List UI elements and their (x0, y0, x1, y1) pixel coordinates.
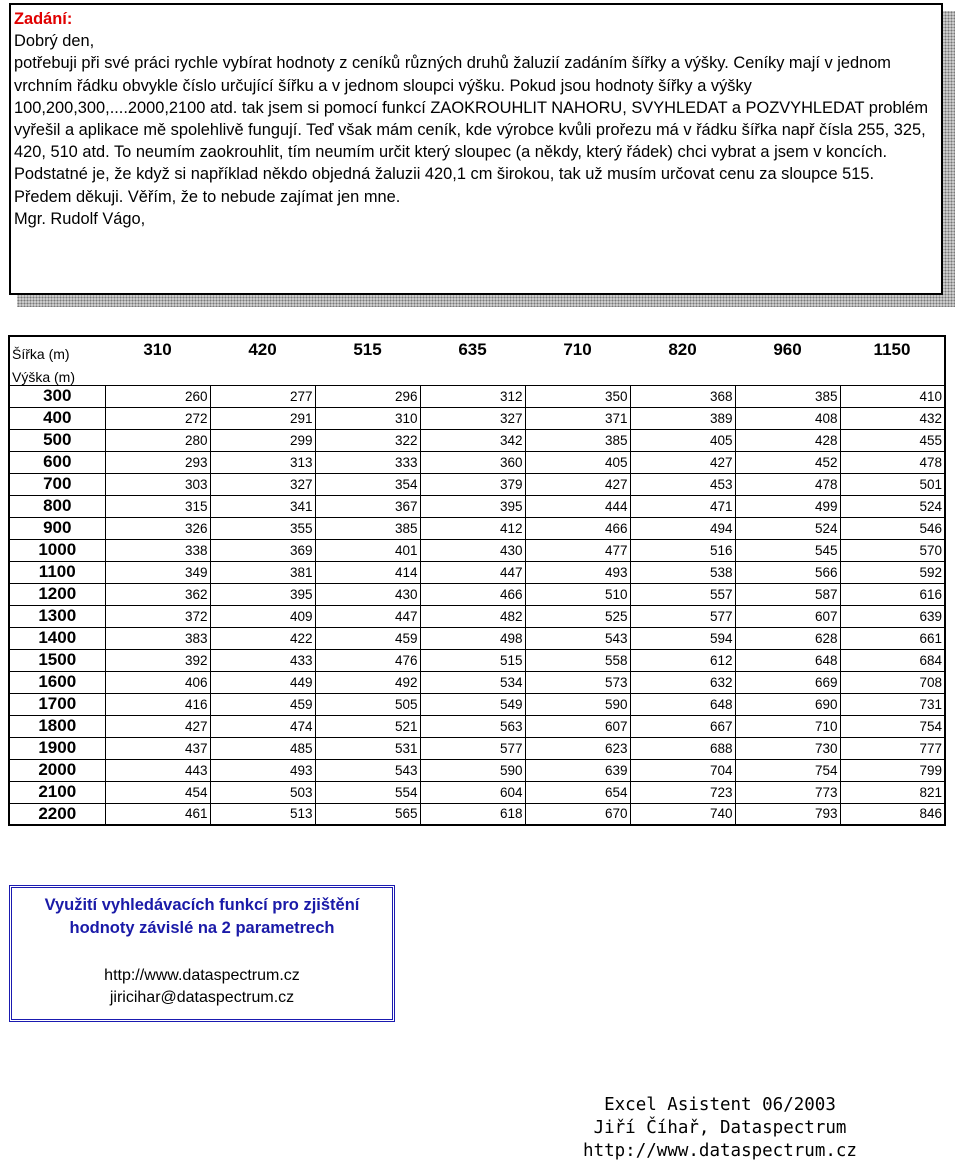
credits-edition: Excel Asistent 06/2003 (604, 1095, 836, 1115)
price-cell[interactable]: 604 (420, 781, 525, 803)
price-cell[interactable]: 648 (630, 693, 735, 715)
height-header-cell: 600 (9, 451, 105, 473)
price-cell[interactable]: 408 (735, 407, 840, 429)
price-cell[interactable]: 545 (735, 539, 840, 561)
price-cell[interactable]: 731 (840, 693, 945, 715)
price-cell[interactable]: 618 (420, 803, 525, 825)
price-cell[interactable]: 563 (420, 715, 525, 737)
price-cell[interactable]: 546 (840, 517, 945, 539)
price-cell[interactable]: 427 (525, 473, 630, 495)
price-cell[interactable]: 369 (210, 539, 315, 561)
price-cell[interactable]: 577 (630, 605, 735, 627)
table-row (9, 737, 945, 759)
price-cell[interactable]: 594 (630, 627, 735, 649)
height-header-cell: 1500 (9, 649, 105, 671)
width-header-cell: 635 (420, 336, 525, 362)
price-cell[interactable]: 708 (840, 671, 945, 693)
height-header-cell: 2000 (9, 759, 105, 781)
price-cell[interactable]: 670 (525, 803, 630, 825)
assignment-panel (9, 3, 957, 309)
price-cell[interactable]: 310 (315, 407, 420, 429)
price-cell[interactable]: 477 (525, 539, 630, 561)
price-cell[interactable]: 648 (735, 649, 840, 671)
price-cell[interactable]: 405 (525, 451, 630, 473)
price-cell[interactable]: 350 (525, 385, 630, 407)
price-cell[interactable]: 312 (420, 385, 525, 407)
price-cell[interactable]: 639 (525, 759, 630, 781)
table-row (9, 781, 945, 803)
price-cell[interactable]: 395 (420, 495, 525, 517)
price-cell[interactable]: 454 (105, 781, 210, 803)
width-header-cell: 515 (315, 336, 420, 362)
price-cell[interactable]: 416 (105, 693, 210, 715)
price-cell[interactable]: 447 (420, 561, 525, 583)
price-cell[interactable]: 371 (525, 407, 630, 429)
price-cell[interactable]: 327 (210, 473, 315, 495)
price-cell[interactable]: 349 (105, 561, 210, 583)
price-cell[interactable]: 354 (315, 473, 420, 495)
height-header-cell: 900 (9, 517, 105, 539)
price-cell[interactable]: 405 (630, 429, 735, 451)
table-row (9, 605, 945, 627)
credits-author: Jiří Číhař, Dataspectrum (593, 1118, 847, 1138)
price-cell[interactable]: 543 (525, 627, 630, 649)
price-cell[interactable]: 710 (735, 715, 840, 737)
assignment-body: potřebuji při své práci rychle vybírat hodnoty z ceníků různých druhů žaluzií zadáním šířky a výšky. Ceníky mají v jednom vrchním řádku obvykle číslo určující šířku a v jednom sloupci výšku. Pokud jsou hodnoty šířky a výšky 100,200,300,....2000,2100 atd. tak jsem si pomocí funkcí ZAOKROUHLIT NAHORU, SVYHLEDAT a POZVYHLEDAT problém vyřešil a aplikace mě spolehlivě fungují. Teď však mám ceník, kde výrobce kvůli prořezu má v řádku šířka např čísla 255, 325, 420, 510 atd. To neumím zaokrouhlit, tím neumím určit který sloupec (a někdy, který řádek) chci vybrat a jsem v koncích. Podstatné je, že když si například někdo objedná žaluzii 420,1 cm širokou, tak už musím určovat cenu za sloupce 515. (14, 54, 929, 184)
height-header-cell: 2200 (9, 803, 105, 825)
price-cell[interactable]: 846 (840, 803, 945, 825)
price-cell[interactable]: 684 (840, 649, 945, 671)
assignment-box (9, 3, 943, 295)
price-cell[interactable]: 524 (735, 517, 840, 539)
table-row (9, 473, 945, 495)
width-header-spacer (315, 362, 420, 385)
price-cell[interactable]: 449 (210, 671, 315, 693)
width-header-cell: 310 (105, 336, 210, 362)
price-cell[interactable]: 482 (420, 605, 525, 627)
price-cell[interactable]: 628 (735, 627, 840, 649)
price-cell[interactable]: 437 (105, 737, 210, 759)
price-cell[interactable]: 360 (420, 451, 525, 473)
price-cell[interactable]: 592 (840, 561, 945, 583)
price-cell[interactable]: 459 (210, 693, 315, 715)
info-website-link[interactable]: http://www.dataspectrum.cz (104, 967, 300, 984)
price-cell[interactable]: 293 (105, 451, 210, 473)
table-row (9, 627, 945, 649)
price-cell[interactable]: 493 (525, 561, 630, 583)
price-cell[interactable]: 565 (315, 803, 420, 825)
height-header-cell: 700 (9, 473, 105, 495)
price-cell[interactable]: 414 (315, 561, 420, 583)
price-cell[interactable]: 443 (105, 759, 210, 781)
price-cell[interactable]: 303 (105, 473, 210, 495)
price-cell[interactable]: 494 (630, 517, 735, 539)
price-cell[interactable]: 401 (315, 539, 420, 561)
price-cell[interactable]: 478 (735, 473, 840, 495)
price-cell[interactable]: 493 (210, 759, 315, 781)
price-cell[interactable]: 296 (315, 385, 420, 407)
price-cell[interactable]: 385 (735, 385, 840, 407)
price-cell[interactable]: 667 (630, 715, 735, 737)
height-header-cell: 1700 (9, 693, 105, 715)
price-cell[interactable]: 534 (420, 671, 525, 693)
price-cell[interactable]: 471 (630, 495, 735, 517)
price-cell[interactable]: 466 (420, 583, 525, 605)
table-row (9, 649, 945, 671)
price-cell[interactable]: 406 (105, 671, 210, 693)
price-cell[interactable]: 777 (840, 737, 945, 759)
price-cell[interactable]: 754 (735, 759, 840, 781)
price-cell[interactable]: 524 (840, 495, 945, 517)
height-header-cell: 400 (9, 407, 105, 429)
width-header-cell: 420 (210, 336, 315, 362)
price-cell[interactable]: 573 (525, 671, 630, 693)
price-cell[interactable]: 773 (735, 781, 840, 803)
price-cell[interactable]: 549 (420, 693, 525, 715)
price-cell[interactable]: 587 (735, 583, 840, 605)
width-header-spacer (105, 362, 210, 385)
width-header-spacer (525, 362, 630, 385)
info-email-link[interactable]: jiricihar@dataspectrum.cz (109, 989, 295, 1006)
price-cell[interactable]: 433 (210, 649, 315, 671)
price-cell[interactable]: 444 (525, 495, 630, 517)
height-header-cell: 500 (9, 429, 105, 451)
price-cell[interactable]: 669 (735, 671, 840, 693)
price-cell[interactable]: 280 (105, 429, 210, 451)
price-cell[interactable]: 447 (315, 605, 420, 627)
info-title-line1: Využití vyhledávacích funkcí pro zjištění (44, 896, 360, 914)
width-header-cell: 710 (525, 336, 630, 362)
width-header-spacer (420, 362, 525, 385)
price-cell[interactable]: 485 (210, 737, 315, 759)
price-cell[interactable]: 474 (210, 715, 315, 737)
price-cell[interactable]: 322 (315, 429, 420, 451)
price-cell[interactable]: 654 (525, 781, 630, 803)
price-cell[interactable]: 333 (315, 451, 420, 473)
price-cell[interactable]: 383 (105, 627, 210, 649)
price-cell[interactable]: 459 (315, 627, 420, 649)
price-cell[interactable]: 525 (525, 605, 630, 627)
credits (580, 1094, 860, 1163)
price-cell[interactable]: 430 (315, 583, 420, 605)
price-cell[interactable]: 315 (105, 495, 210, 517)
price-cell[interactable]: 430 (420, 539, 525, 561)
price-cell[interactable]: 612 (630, 649, 735, 671)
assignment-thanks: Předem děkuji. Věřím, že to nebude zajímat jen mne. (14, 187, 401, 206)
price-cell[interactable]: 661 (840, 627, 945, 649)
price-cell[interactable]: 452 (735, 451, 840, 473)
price-cell[interactable]: 730 (735, 737, 840, 759)
price-cell[interactable]: 516 (630, 539, 735, 561)
width-header-spacer (840, 362, 945, 385)
price-cell[interactable]: 272 (105, 407, 210, 429)
price-cell[interactable]: 704 (630, 759, 735, 781)
price-cell[interactable]: 341 (210, 495, 315, 517)
height-header-cell: 2100 (9, 781, 105, 803)
price-cell[interactable]: 392 (105, 649, 210, 671)
table-row (9, 715, 945, 737)
assignment-signature: Mgr. Rudolf Vágo, (14, 209, 146, 228)
price-cell[interactable]: 492 (315, 671, 420, 693)
price-cell[interactable]: 690 (735, 693, 840, 715)
price-cell[interactable]: 422 (210, 627, 315, 649)
price-cell[interactable]: 260 (105, 385, 210, 407)
table-row (9, 803, 945, 825)
price-cell[interactable]: 543 (315, 759, 420, 781)
price-cell[interactable]: 501 (840, 473, 945, 495)
width-header-spacer (210, 362, 315, 385)
info-box (9, 885, 395, 1022)
width-axis-label: Šířka (m) (9, 336, 105, 362)
height-label-row (9, 362, 945, 385)
table-row (9, 407, 945, 429)
table-row (9, 671, 945, 693)
table-row (9, 583, 945, 605)
price-cell[interactable]: 505 (315, 693, 420, 715)
price-cell[interactable]: 754 (840, 715, 945, 737)
price-cell[interactable]: 326 (105, 517, 210, 539)
width-header-cell: 820 (630, 336, 735, 362)
price-cell[interactable]: 367 (315, 495, 420, 517)
price-cell[interactable]: 498 (420, 627, 525, 649)
width-header-row (9, 336, 945, 362)
price-cell[interactable]: 632 (630, 671, 735, 693)
height-header-cell: 1000 (9, 539, 105, 561)
price-cell[interactable]: 277 (210, 385, 315, 407)
price-cell[interactable]: 313 (210, 451, 315, 473)
table-row (9, 517, 945, 539)
price-cell[interactable]: 453 (630, 473, 735, 495)
price-cell[interactable]: 385 (525, 429, 630, 451)
info-title (12, 894, 392, 940)
table-row (9, 759, 945, 781)
price-cell[interactable]: 821 (840, 781, 945, 803)
assignment-greeting: Dobrý den, (14, 32, 95, 51)
price-cell[interactable]: 461 (105, 803, 210, 825)
price-cell[interactable]: 327 (420, 407, 525, 429)
price-cell[interactable]: 740 (630, 803, 735, 825)
price-cell[interactable]: 577 (420, 737, 525, 759)
price-cell[interactable]: 409 (210, 605, 315, 627)
price-cell[interactable]: 538 (630, 561, 735, 583)
table-row (9, 495, 945, 517)
width-header-cell: 1150 (840, 336, 945, 362)
height-header-cell: 800 (9, 495, 105, 517)
price-cell[interactable]: 570 (840, 539, 945, 561)
price-cell[interactable]: 623 (525, 737, 630, 759)
price-cell[interactable]: 558 (525, 649, 630, 671)
price-cell[interactable]: 355 (210, 517, 315, 539)
price-cell[interactable]: 410 (840, 385, 945, 407)
assignment-title: Zadání: (14, 10, 73, 28)
price-cell[interactable]: 338 (105, 539, 210, 561)
info-title-line2: hodnoty závislé na 2 parametrech (69, 919, 335, 937)
price-cell[interactable]: 455 (840, 429, 945, 451)
price-cell[interactable]: 381 (210, 561, 315, 583)
price-cell[interactable]: 566 (735, 561, 840, 583)
price-table (8, 335, 946, 826)
height-header-cell: 300 (9, 385, 105, 407)
price-cell[interactable]: 607 (525, 715, 630, 737)
price-cell[interactable]: 432 (840, 407, 945, 429)
price-cell[interactable]: 427 (630, 451, 735, 473)
price-cell[interactable]: 427 (105, 715, 210, 737)
price-cell[interactable]: 590 (420, 759, 525, 781)
table-row (9, 451, 945, 473)
height-header-cell: 1300 (9, 605, 105, 627)
price-cell[interactable]: 557 (630, 583, 735, 605)
height-header-cell: 1200 (9, 583, 105, 605)
height-axis-label: Výška (m) (9, 362, 105, 385)
price-cell[interactable]: 607 (735, 605, 840, 627)
table-row (9, 561, 945, 583)
price-table-body (9, 336, 945, 825)
price-cell[interactable]: 499 (735, 495, 840, 517)
price-cell[interactable]: 616 (840, 583, 945, 605)
price-cell[interactable]: 799 (840, 759, 945, 781)
price-cell[interactable]: 513 (210, 803, 315, 825)
price-cell[interactable]: 299 (210, 429, 315, 451)
price-cell[interactable]: 478 (840, 451, 945, 473)
price-cell[interactable]: 362 (105, 583, 210, 605)
table-row (9, 693, 945, 715)
price-cell[interactable]: 466 (525, 517, 630, 539)
height-header-cell: 1600 (9, 671, 105, 693)
price-cell[interactable]: 379 (420, 473, 525, 495)
price-cell[interactable]: 503 (210, 781, 315, 803)
width-header-spacer (735, 362, 840, 385)
price-cell[interactable]: 521 (315, 715, 420, 737)
table-row (9, 385, 945, 407)
price-cell[interactable]: 395 (210, 583, 315, 605)
credits-url[interactable]: http://www.dataspectrum.cz (583, 1141, 857, 1161)
price-cell[interactable]: 793 (735, 803, 840, 825)
height-header-cell: 1400 (9, 627, 105, 649)
width-header-spacer (630, 362, 735, 385)
price-cell[interactable]: 688 (630, 737, 735, 759)
price-cell[interactable]: 389 (630, 407, 735, 429)
price-cell[interactable]: 515 (420, 649, 525, 671)
price-cell[interactable]: 342 (420, 429, 525, 451)
table-row (9, 539, 945, 561)
table-row (9, 429, 945, 451)
height-header-cell: 1900 (9, 737, 105, 759)
price-cell[interactable]: 428 (735, 429, 840, 451)
price-cell[interactable]: 723 (630, 781, 735, 803)
price-cell[interactable]: 510 (525, 583, 630, 605)
price-cell[interactable]: 412 (420, 517, 525, 539)
height-header-cell: 1800 (9, 715, 105, 737)
price-cell[interactable]: 368 (630, 385, 735, 407)
price-cell[interactable]: 531 (315, 737, 420, 759)
price-cell[interactable]: 476 (315, 649, 420, 671)
info-links (12, 965, 392, 1009)
price-cell[interactable]: 372 (105, 605, 210, 627)
price-cell[interactable]: 291 (210, 407, 315, 429)
price-cell[interactable]: 385 (315, 517, 420, 539)
price-cell[interactable]: 554 (315, 781, 420, 803)
width-header-cell: 960 (735, 336, 840, 362)
price-cell[interactable]: 639 (840, 605, 945, 627)
price-cell[interactable]: 590 (525, 693, 630, 715)
height-header-cell: 1100 (9, 561, 105, 583)
